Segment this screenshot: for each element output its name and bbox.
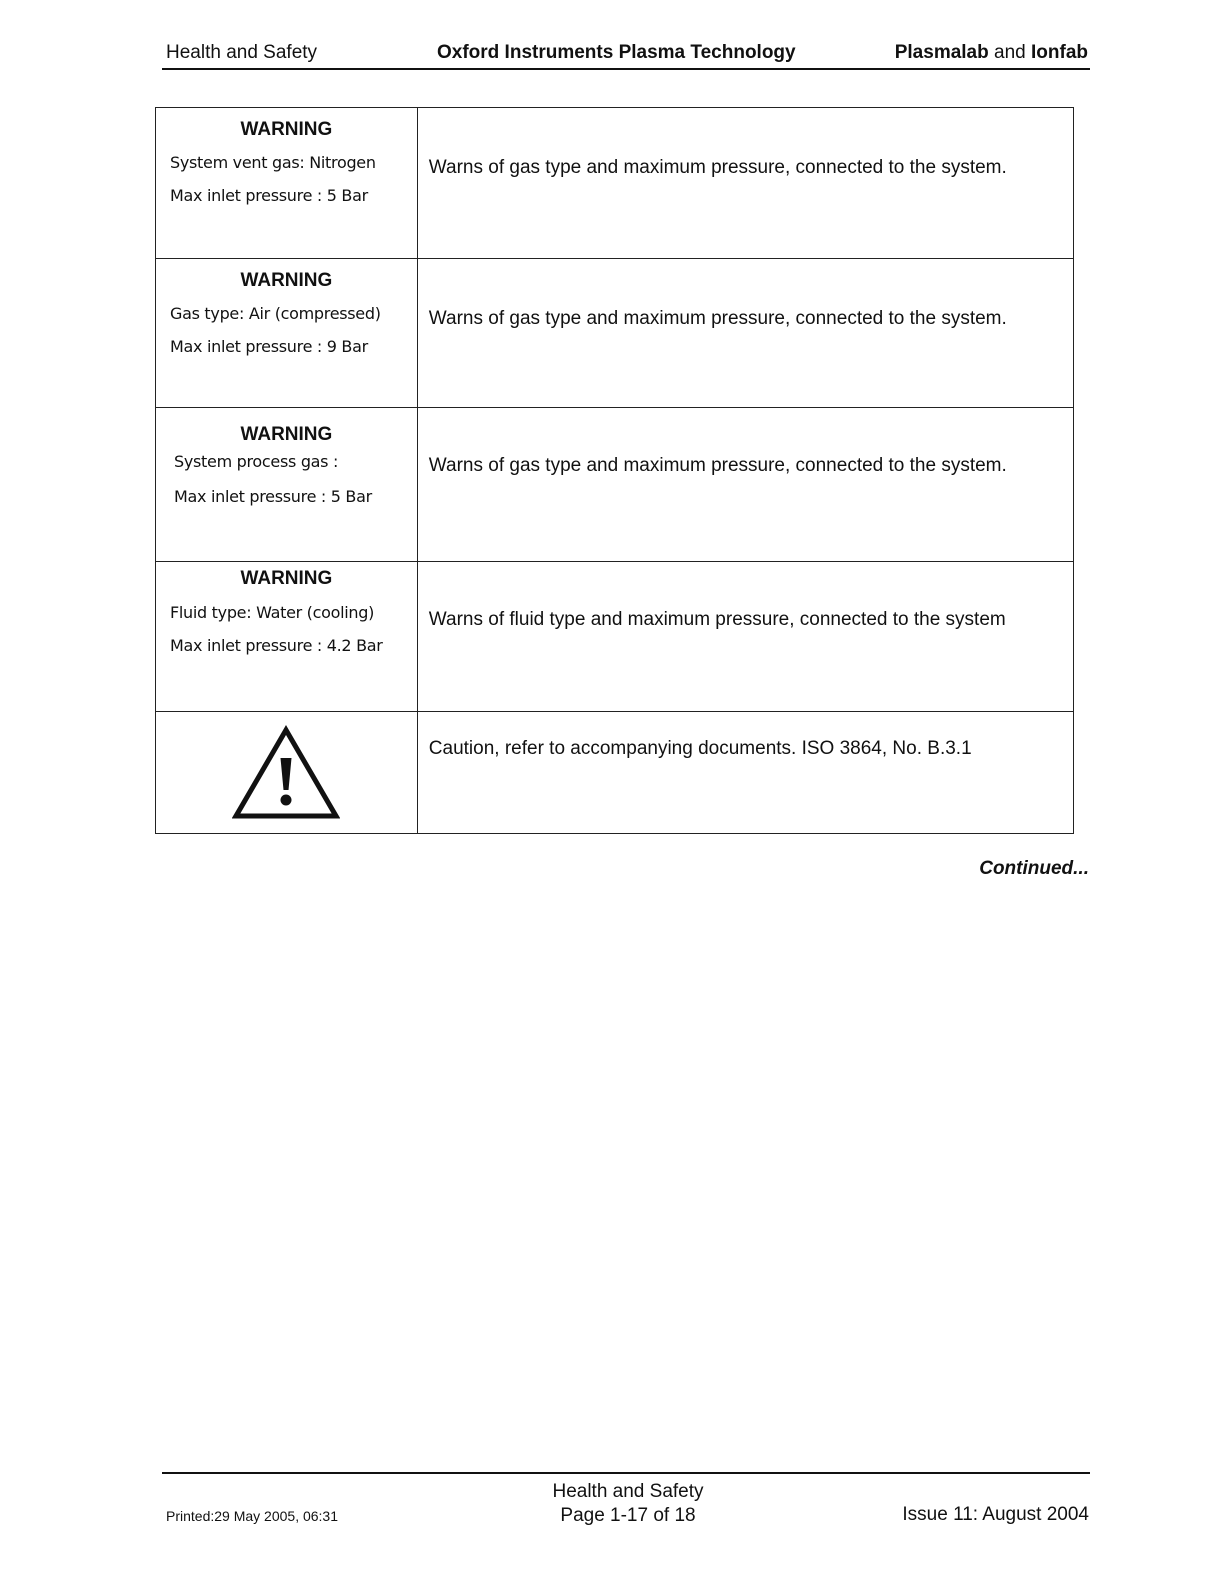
continued-note: Continued... bbox=[979, 858, 1089, 879]
footer-issue: Issue 11: August 2004 bbox=[902, 1504, 1089, 1525]
sign-line-2: Max inlet pressure : 5 Bar bbox=[170, 186, 368, 205]
description-cell bbox=[417, 712, 1073, 834]
description-cell bbox=[417, 562, 1073, 712]
sign-cell bbox=[156, 408, 418, 562]
header-divider bbox=[162, 68, 1090, 70]
sign-cell bbox=[156, 108, 418, 259]
sign-title: WARNING bbox=[240, 270, 333, 291]
sign-line-2: Max inlet pressure : 9 Bar bbox=[170, 337, 368, 356]
table-row bbox=[156, 259, 1074, 408]
header-product-2: Ionfab bbox=[1031, 42, 1088, 63]
sign-cell bbox=[156, 562, 418, 712]
table-row bbox=[156, 108, 1074, 259]
page-header bbox=[162, 42, 1090, 70]
sign-cell bbox=[156, 712, 418, 834]
description-cell bbox=[417, 408, 1073, 562]
sign-line-2: Max inlet pressure : 5 Bar bbox=[174, 487, 372, 506]
header-product-name bbox=[895, 42, 1088, 64]
table-row bbox=[156, 408, 1074, 562]
sign-cell bbox=[156, 259, 418, 408]
sign-line-1: Gas type: Air (compressed) bbox=[170, 304, 381, 323]
description-text: Warns of gas type and maximum pressure, connected to the system. bbox=[428, 308, 1007, 329]
description-text: Warns of gas type and maximum pressure, connected to the system. bbox=[428, 455, 1007, 476]
header-section-title: Health and Safety bbox=[166, 42, 318, 63]
description-cell bbox=[417, 108, 1073, 259]
footer-printed-date: Printed:29 May 2005, 06:31 bbox=[166, 1508, 339, 1524]
safety-signs-table bbox=[155, 107, 1074, 834]
footer-section-title: Health and Safety bbox=[552, 1481, 704, 1502]
description-text: Warns of gas type and maximum pressure, connected to the system. bbox=[428, 157, 1007, 178]
header-product-conjunction: and bbox=[988, 42, 1031, 63]
footer-center bbox=[500, 1480, 756, 1528]
footer-divider bbox=[162, 1472, 1090, 1474]
description-cell bbox=[417, 259, 1073, 408]
sign-line-2: Max inlet pressure : 4.2 Bar bbox=[170, 636, 383, 655]
table-row bbox=[156, 712, 1074, 834]
sign-line-1: System process gas : bbox=[174, 452, 339, 471]
sign-line-1: Fluid type: Water (cooling) bbox=[170, 603, 375, 622]
table-row bbox=[156, 562, 1074, 712]
sign-title: WARNING bbox=[240, 568, 333, 589]
header-product-1: Plasmalab bbox=[894, 42, 989, 63]
description-text: Caution, refer to accompanying documents. ISO 3864, No. B.3.1 bbox=[428, 738, 972, 759]
sign-title: WARNING bbox=[240, 424, 333, 445]
footer-page-number: Page 1-17 of 18 bbox=[560, 1505, 696, 1526]
sign-title: WARNING bbox=[240, 119, 333, 140]
description-text: Warns of fluid type and maximum pressure, connected to the system bbox=[428, 609, 1006, 630]
header-company-name: Oxford Instruments Plasma Technology bbox=[437, 42, 796, 63]
warning-triangle-icon bbox=[156, 712, 417, 825]
sign-line-1: System vent gas: Nitrogen bbox=[170, 153, 376, 172]
